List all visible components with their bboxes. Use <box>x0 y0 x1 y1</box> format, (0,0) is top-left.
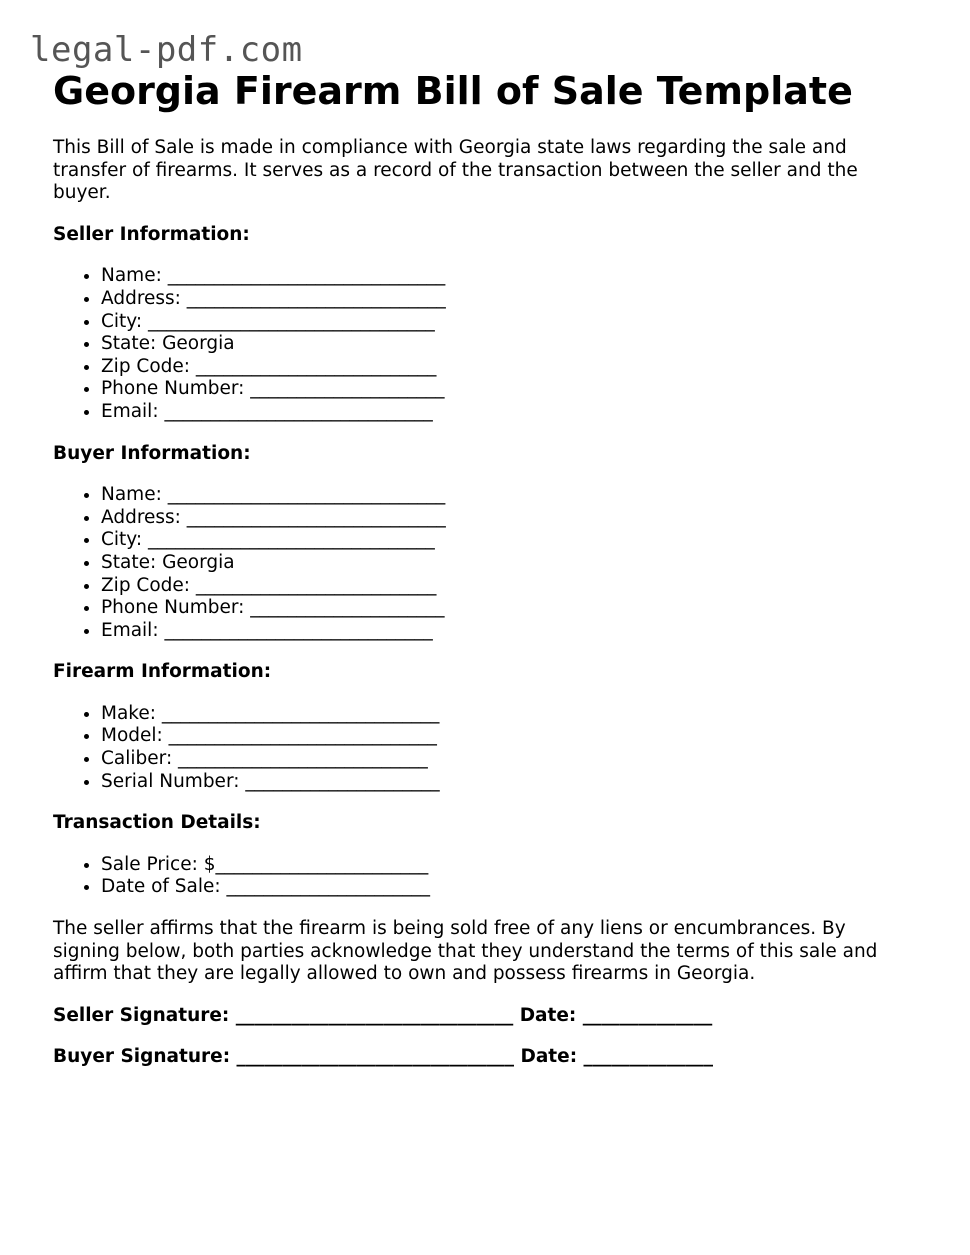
seller-heading: Seller Information: <box>53 223 250 245</box>
seller-zip-field: • Zip Code: __________________________ <box>101 356 913 379</box>
seller-email-field: • Email: _____________________________ <box>101 401 913 424</box>
firearm-heading: Firearm Information: <box>53 661 272 683</box>
buyer-heading: Buyer Information: <box>53 442 251 464</box>
transaction-list <box>53 854 913 899</box>
seller-phone-field: • Phone Number: _____________________ <box>101 378 913 401</box>
firearm-model-field: • Model: _____________________________ <box>101 725 913 748</box>
buyer-city-field: • City: _______________________________ <box>101 529 913 552</box>
firearm-serial-field: • Serial Number: _____________________ <box>101 771 913 794</box>
page-title: Georgia Firearm Bill of Sale Template <box>53 69 853 113</box>
buyer-name-field: • Name: ______________________________ <box>101 484 913 507</box>
firearm-list <box>53 703 913 793</box>
buyer-list <box>53 484 913 642</box>
seller-address-field: • Address: ____________________________ <box>101 288 913 311</box>
firearm-make-field: • Make: ______________________________ <box>101 703 913 726</box>
buyer-zip-field: • Zip Code: __________________________ <box>101 575 913 598</box>
transaction-heading: Transaction Details: <box>53 812 261 834</box>
affirmation-paragraph: The seller affirms that the firearm is being sold free of any liens or encumbrances. By signing below, both parties acknowledge that they understand the terms of this sale and affirm that they are legally allowed to own and possess firearms in Georgia. <box>53 918 878 985</box>
document <box>53 68 913 1069</box>
buyer-email-field: • Email: _____________________________ <box>101 620 913 643</box>
seller-city-field: • City: _______________________________ <box>101 311 913 334</box>
seller-state-field: • State: Georgia <box>101 333 913 356</box>
seller-signature-line: Seller Signature: ______________________________ Date: ______________ <box>53 1004 713 1026</box>
intro-paragraph: This Bill of Sale is made in compliance with Georgia state laws regarding the sale and transfer of firearms. It serves as a record of the transaction between the seller and the buyer. <box>53 137 858 204</box>
seller-list <box>53 265 913 423</box>
sale-date-field: • Date of Sale: ______________________ <box>101 876 913 899</box>
buyer-address-field: • Address: ____________________________ <box>101 507 913 530</box>
buyer-phone-field: • Phone Number: _____________________ <box>101 597 913 620</box>
seller-name-field: • Name: ______________________________ <box>101 265 913 288</box>
buyer-signature-line: Buyer Signature: ______________________________ Date: ______________ <box>53 1046 714 1068</box>
watermark: legal-pdf.com <box>30 30 303 70</box>
sale-price-field: • Sale Price: $_______________________ <box>101 854 913 877</box>
buyer-state-field: • State: Georgia <box>101 552 913 575</box>
firearm-caliber-field: • Caliber: ___________________________ <box>101 748 913 771</box>
